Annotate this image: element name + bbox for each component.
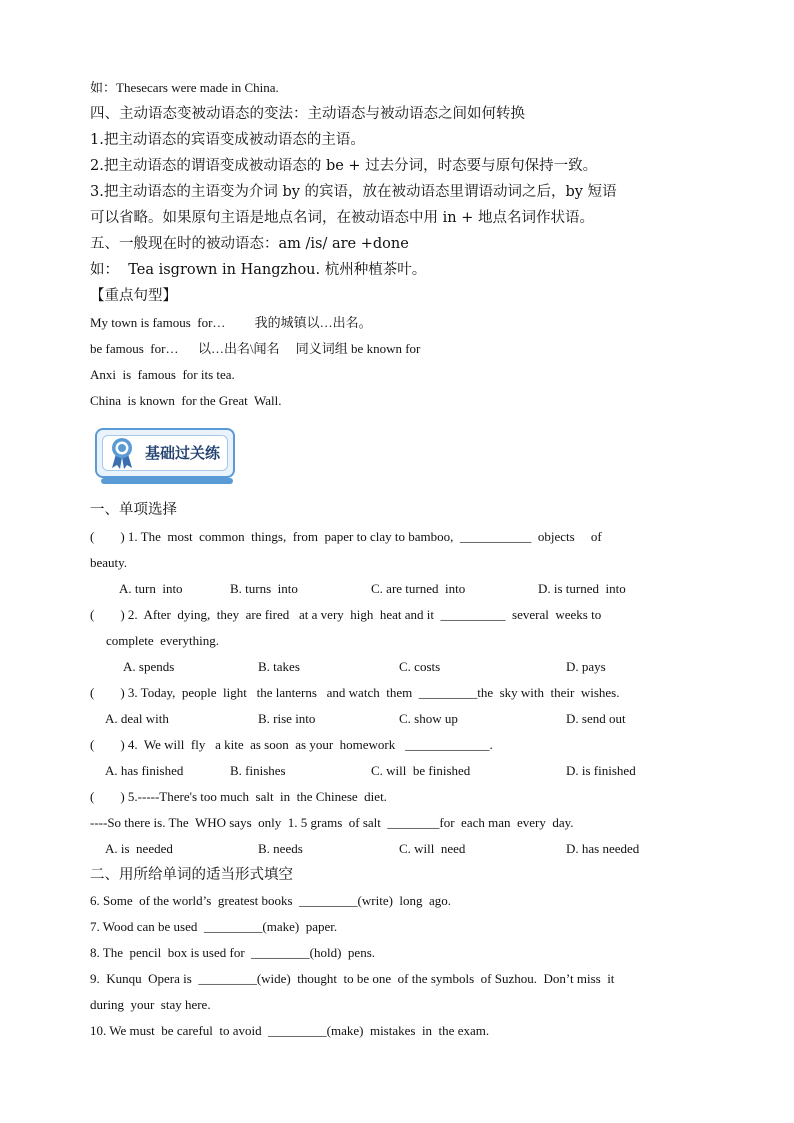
- question-1: ( ) 1. The most common things, from paper to clay to bamboo, ___________ objects of: [90, 529, 602, 544]
- q5-option-d[interactable]: D. has needed: [566, 841, 640, 856]
- question-3: ( ) 3. Today, people light the lanterns and watch them _________the sky with their wishes.: [90, 685, 620, 700]
- q2-option-a[interactable]: A. spends: [123, 659, 175, 674]
- key-sentences-heading: 【重点句型】: [90, 288, 177, 304]
- section1-title: 一、单项选择: [90, 502, 177, 518]
- section-heading-4: 四、主动语态变被动语态的变法：主动语态与被动语态之间如何转换: [90, 106, 525, 122]
- section2-title: 二、用所给单词的适当形式填空: [90, 867, 293, 883]
- rule-1: 1.把主动语态的宾语变成被动语态的主语。: [90, 132, 365, 148]
- question-6: 6. Some of the world’s greatest books _________(write) long ago.: [90, 893, 452, 908]
- question-8: 8. The pencil box is used for _________(hold) pens.: [90, 945, 375, 960]
- q1-option-a[interactable]: A. turn into: [119, 581, 183, 596]
- question-2-cont: complete everything.: [106, 633, 219, 648]
- ribbon-medal-icon: [107, 436, 137, 470]
- question-10: 10. We must be careful to avoid _________(make) mistakes in the exam.: [90, 1023, 490, 1038]
- q5-option-a[interactable]: A. is needed: [105, 841, 173, 856]
- question-7: 7. Wood can be used _________(make) paper.: [90, 919, 338, 934]
- q3-option-b[interactable]: B. rise into: [258, 711, 316, 726]
- q3-option-c[interactable]: C. show up: [399, 711, 458, 726]
- q5-option-c[interactable]: C. will need: [399, 841, 466, 856]
- question-1-cont: beauty.: [90, 555, 128, 570]
- q4-option-d[interactable]: D. is finished: [566, 763, 636, 778]
- section-heading-5: 五、一般现在时的被动语态：am /is/ are +done: [90, 236, 409, 252]
- key-sentence-3: Anxi is famous for its tea.: [90, 367, 235, 382]
- question-9: 9. Kunqu Opera is _________(wide) thought to be one of the symbols of Suzhou. Don’t miss it: [90, 971, 615, 986]
- q1-option-b[interactable]: B. turns into: [230, 581, 298, 596]
- q4-option-a[interactable]: A. has finished: [105, 763, 184, 778]
- question-5-cont: ----So there is. The WHO says only 1. 5 grams of salt ________for each man every day.: [90, 815, 574, 830]
- q2-option-c[interactable]: C. costs: [399, 659, 441, 674]
- q5-option-b[interactable]: B. needs: [258, 841, 303, 856]
- key-sentence-2: be famous for… 以…出名\闻名 同义词组 be known for: [90, 341, 421, 356]
- banner-title: 基础过关练: [145, 444, 221, 462]
- q4-option-b[interactable]: B. finishes: [230, 763, 286, 778]
- q1-option-c[interactable]: C. are turned into: [371, 581, 466, 596]
- q3-option-d[interactable]: D. send out: [566, 711, 626, 726]
- banner-stripe: [101, 478, 233, 484]
- q1-option-d[interactable]: D. is turned into: [538, 581, 626, 596]
- question-4: ( ) 4. We will fly a kite as soon as your homework _____________.: [90, 737, 493, 752]
- q4-option-c[interactable]: C. will be finished: [371, 763, 471, 778]
- example-sentence-2: 如： Tea isgrown in Hangzhou. 杭州种植茶叶。: [90, 262, 427, 278]
- question-2: ( ) 2. After dying, they are fired at a very high heat and it __________ several weeks to: [90, 607, 602, 622]
- question-5: ( ) 5.-----There's too much salt in the Chinese diet.: [90, 789, 387, 804]
- q2-option-b[interactable]: B. takes: [258, 659, 300, 674]
- rule-3-line2: 可以省略。如果原句主语是地点名词，在被动语态中用 in + 地点名词作状语。: [90, 210, 594, 226]
- rule-2: 2.把主动语态的谓语变成被动语态的 be + 过去分词，时态要与原句保持一致。: [90, 158, 598, 174]
- key-sentence-4: China is known for the Great Wall.: [90, 393, 282, 408]
- q3-option-a[interactable]: A. deal with: [105, 711, 169, 726]
- key-sentence-1: My town is famous for… 我的城镇以…出名。: [90, 315, 372, 330]
- question-9-cont: during your stay here.: [90, 997, 211, 1012]
- rule-3-line1: 3.把主动语态的主语变为介词 by 的宾语，放在被动语态里谓语动词之后，by 短语: [90, 184, 617, 200]
- q2-option-d[interactable]: D. pays: [566, 659, 606, 674]
- example-sentence: 如：Thesecars were made in China.: [90, 80, 279, 95]
- practice-banner: [95, 428, 237, 480]
